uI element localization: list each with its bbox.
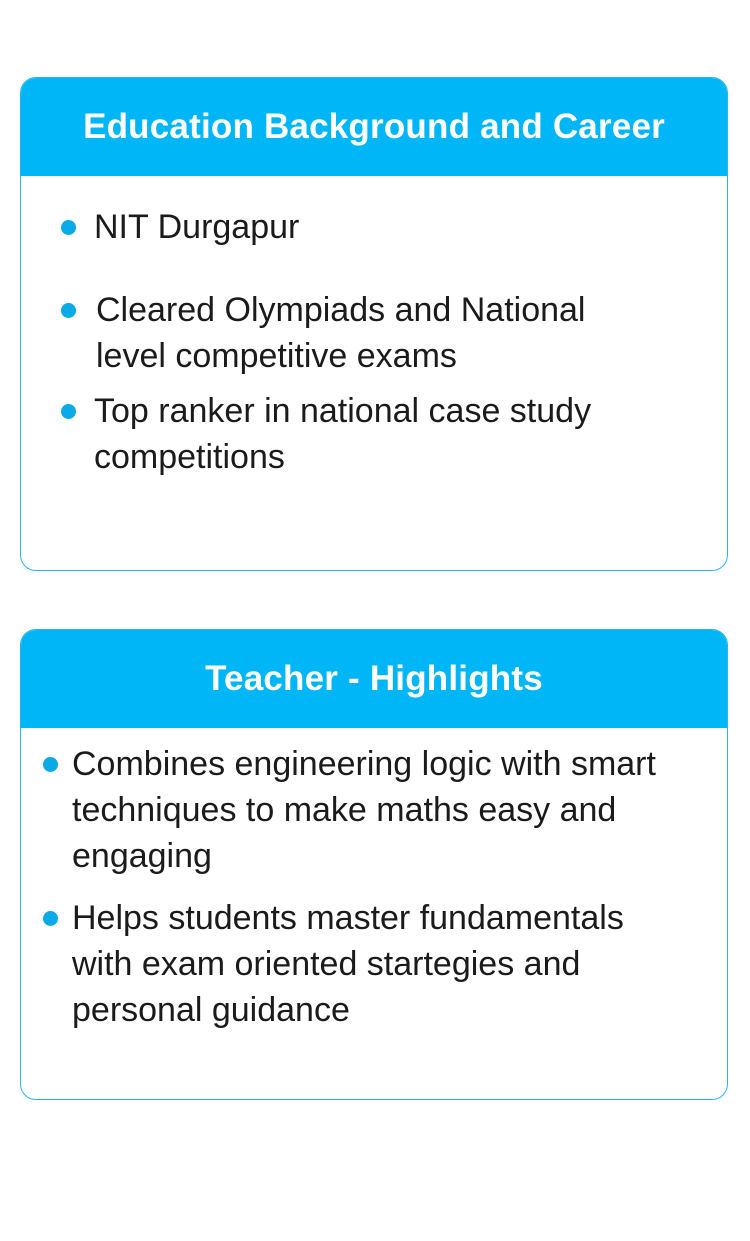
education-item-2: Cleared Olympiads and National level competitive exams	[96, 291, 586, 375]
bullet-dot-icon	[43, 911, 58, 926]
education-card	[20, 77, 728, 571]
highlights-card	[20, 629, 728, 1100]
bullet-dot-icon	[61, 303, 76, 318]
bullet-dot-icon	[43, 757, 58, 772]
highlights-item-1: Combines engineering logic with smart techniques to make maths easy and engaging	[72, 745, 656, 875]
highlights-card-title: Teacher - Highlights	[21, 630, 727, 728]
education-item-3: Top ranker in national case study competitions	[94, 392, 592, 476]
highlights-item-2: Helps students master fundamentals with exam oriented startegies and personal guidance	[72, 899, 624, 1029]
bullet-dot-icon	[61, 404, 76, 419]
bullet-dot-icon	[61, 220, 76, 235]
education-card-title: Education Background and Career	[21, 78, 727, 176]
education-item-1: NIT Durgapur	[94, 208, 300, 246]
